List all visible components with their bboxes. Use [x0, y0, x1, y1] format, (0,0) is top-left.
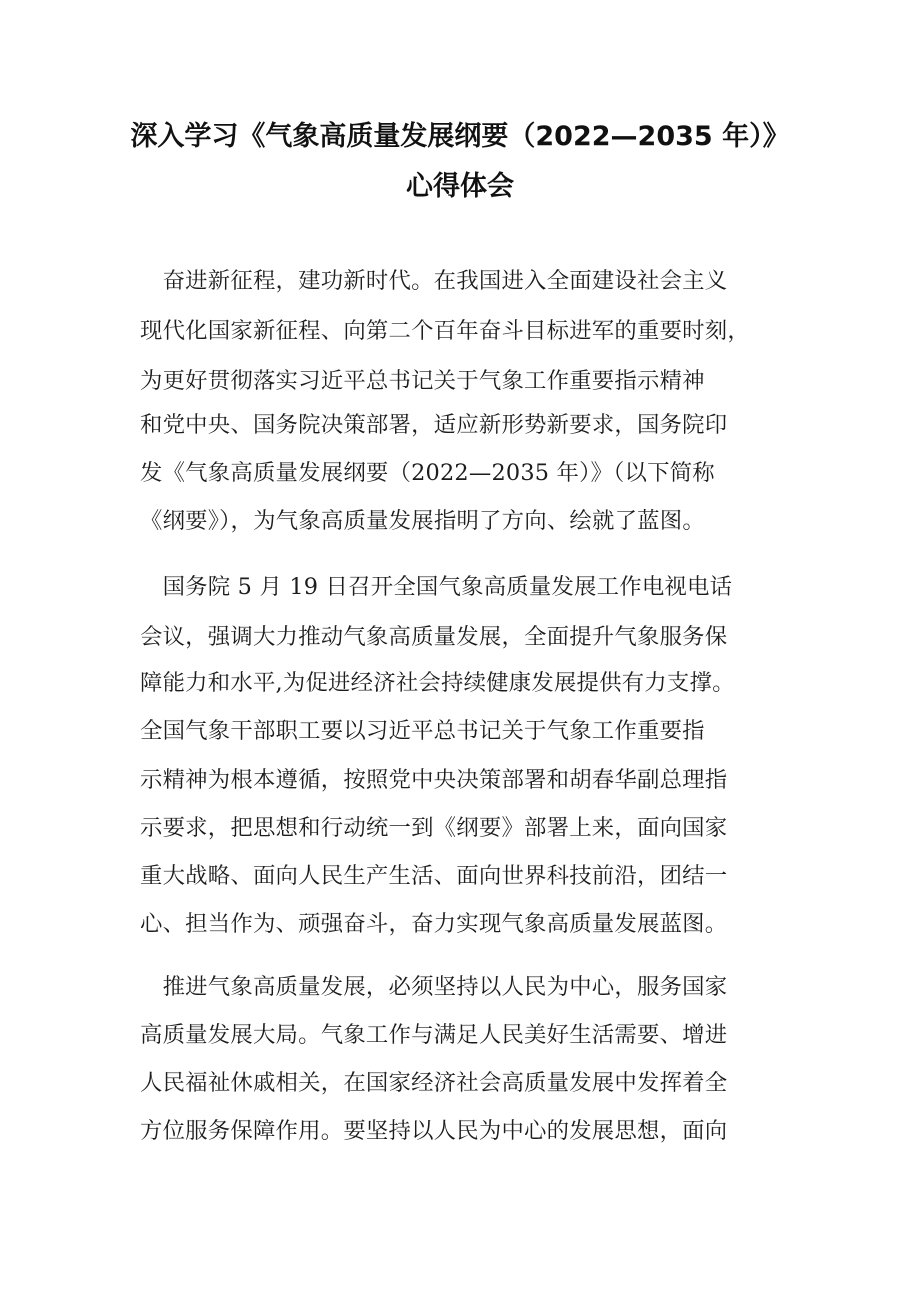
- paragraph-2-line-6: 示要求，把思想和行动统一到《纲要》部署上来，面向国家: [140, 815, 728, 841]
- paragraph-2-line-1: 国务院 5 月 19 日召开全国气象高质量发展工作电视电话: [140, 574, 733, 600]
- paragraph-3-line-2: 高质量发展大局。气象工作与满足人民美好生活需要、增进: [140, 1022, 728, 1048]
- paragraph-3-line-4: 方位服务保障作用。要坚持以人民为中心的发展思想，面向: [140, 1118, 728, 1144]
- paragraph-1-line-5: 发《气象高质量发展纲要（2022—2035 年）》（以下简称: [140, 460, 715, 486]
- paragraph-1-line-3: 为更好贯彻落实习近平总书记关于气象工作重要指示精神: [140, 368, 705, 394]
- paragraph-2-line-7: 重大战略、面向人民生产生活、面向世界科技前沿，团结一: [140, 863, 728, 889]
- paragraph-3-line-3: 人民福祉休戚相关，在国家经济社会高质量发展中发挥着全: [140, 1070, 728, 1096]
- paragraph-1-line-6: 《纲要》），为气象高质量发展指明了方向、绘就了蓝图。: [140, 508, 705, 534]
- paragraph-3-line-1: 推进气象高质量发展，必须坚持以人民为中心，服务国家: [140, 974, 728, 1000]
- paragraph-1-line-2: 现代化国家新征程、向第二个百年奋斗目标进军的重要时刻，: [140, 318, 750, 344]
- paragraph-2-line-5: 示精神为根本遵循，按照党中央决策部署和胡春华副总理指: [140, 767, 728, 793]
- paragraph-2-line-8: 心、担当作为、顽强奋斗，奋力实现气象高质量发展蓝图。: [140, 911, 728, 937]
- document-title-line-1: 深入学习《气象高质量发展纲要（2022—2035 年）》: [130, 121, 790, 152]
- paragraph-1-line-1: 奋进新征程，建功新时代。在我国进入全面建设社会主义: [140, 268, 728, 294]
- paragraph-2-line-4: 全国气象干部职工要以习近平总书记关于气象工作重要指: [140, 718, 705, 744]
- paragraph-2-line-3: 障能力和水平,为促进经济社会持续健康发展提供有力支撑。: [140, 670, 735, 696]
- document-title-line-2: 心得体会: [406, 171, 514, 202]
- paragraph-1-line-4: 和党中央、国务院决策部署，适应新形势新要求，国务院印: [140, 412, 728, 438]
- paragraph-2-line-2: 会议，强调大力推动气象高质量发展，全面提升气象服务保: [140, 624, 728, 650]
